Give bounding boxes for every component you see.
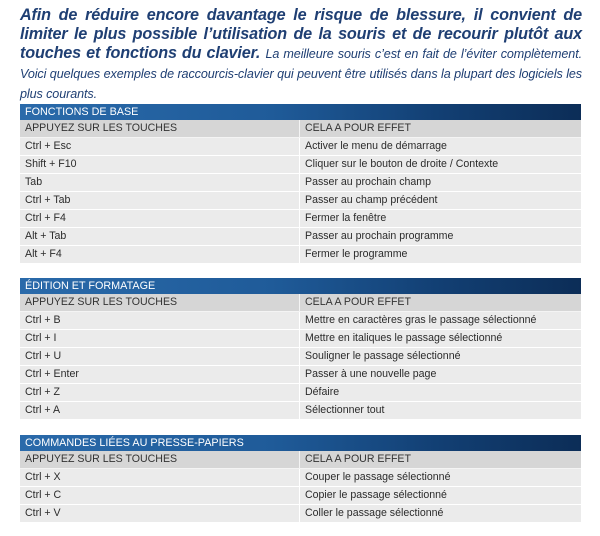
shortcut-effect: Activer le menu de démarrage [305,140,447,152]
shortcut-keys: Tab [20,174,300,191]
shortcut-effect: Passer au prochain champ [305,176,432,188]
table-row [20,156,581,174]
shortcut-keys: Ctrl + Enter [20,366,300,383]
shortcut-keys: Ctrl + F4 [20,210,300,227]
column-header-effect: CELA A POUR EFFET [305,453,411,465]
shortcut-effect: Passer à une nouvelle page [305,368,437,380]
shortcut-keys: Ctrl + X [20,469,300,486]
shortcut-keys: Ctrl + V [20,505,300,522]
shortcut-effect: Sélectionner tout [305,404,385,416]
shortcut-keys: Ctrl + I [20,330,300,347]
table-row [20,469,581,487]
shortcut-keys: Ctrl + Z [20,384,300,401]
column-header-effect: CELA A POUR EFFET [305,296,411,308]
column-header-keys: APPUYEZ SUR LES TOUCHES [20,294,300,311]
intro-lead: Afin de réduire encore davantage le risque de blessure, il convient de limiter le plus possible l’utilisation de la souris et de recourir plutôt aux touches et fonctions du clavier. [20,6,582,62]
shortcut-effect: Fermer la fenêtre [305,212,387,224]
column-header-keys: APPUYEZ SUR LES TOUCHES [20,120,300,137]
section-title: ÉDITION ET FORMATAGE [20,278,581,294]
shortcut-keys: Shift + F10 [20,156,300,173]
shortcut-effect: Passer au champ précédent [305,194,438,206]
table-row [20,228,581,246]
table-row [20,384,581,402]
shortcut-keys: Ctrl + U [20,348,300,365]
section-title: FONCTIONS DE BASE [20,104,581,120]
column-header-row [20,294,581,312]
table-row [20,348,581,366]
shortcut-keys: Alt + Tab [20,228,300,245]
table-row [20,312,581,330]
shortcut-keys: Alt + F4 [20,246,300,263]
shortcut-keys: Ctrl + Esc [20,138,300,155]
section-title: COMMANDES LIÉES AU PRESSE-PAPIERS [20,435,581,451]
table-row [20,246,581,264]
table-row [20,192,581,210]
shortcut-keys: Ctrl + Tab [20,192,300,209]
shortcut-keys: Ctrl + B [20,312,300,329]
shortcut-effect: Mettre en italiques le passage sélectionné [305,332,503,344]
shortcut-effect: Copier le passage sélectionné [305,489,447,501]
section-fonctions-de-base [20,104,581,264]
shortcut-keys: Ctrl + A [20,402,300,419]
section-presse-papiers [20,435,581,523]
section-edition-et-formatage [20,278,581,420]
table-row [20,174,581,192]
shortcut-effect: Cliquer sur le bouton de droite / Contexte [305,158,499,170]
shortcut-keys: Ctrl + C [20,487,300,504]
shortcut-effect: Défaire [305,386,340,398]
shortcut-effect: Coller le passage sélectionné [305,507,444,519]
shortcut-effect: Mettre en caractères gras le passage sélectionné [305,314,537,326]
table-row [20,210,581,228]
shortcut-effect: Souligner le passage sélectionné [305,350,461,362]
table-row [20,505,581,523]
shortcut-effect: Fermer le programme [305,248,408,260]
column-header-row [20,451,581,469]
column-header-keys: APPUYEZ SUR LES TOUCHES [20,451,300,468]
table-row [20,330,581,348]
column-header-row [20,120,581,138]
shortcut-effect: Passer au prochain programme [305,230,454,242]
column-header-effect: CELA A POUR EFFET [305,122,411,134]
table-row [20,487,581,505]
table-row [20,366,581,384]
table-row [20,402,581,420]
shortcut-effect: Couper le passage sélectionné [305,471,451,483]
table-row [20,138,581,156]
intro-paragraph [20,6,582,104]
intro-rest: La meilleure souris c’est en fait de l’éviter complètement. Voici quelques exemples de raccourcis-clavier qui peuvent être utilisés dans la plupart des logiciels les plus courants. [20,47,583,101]
